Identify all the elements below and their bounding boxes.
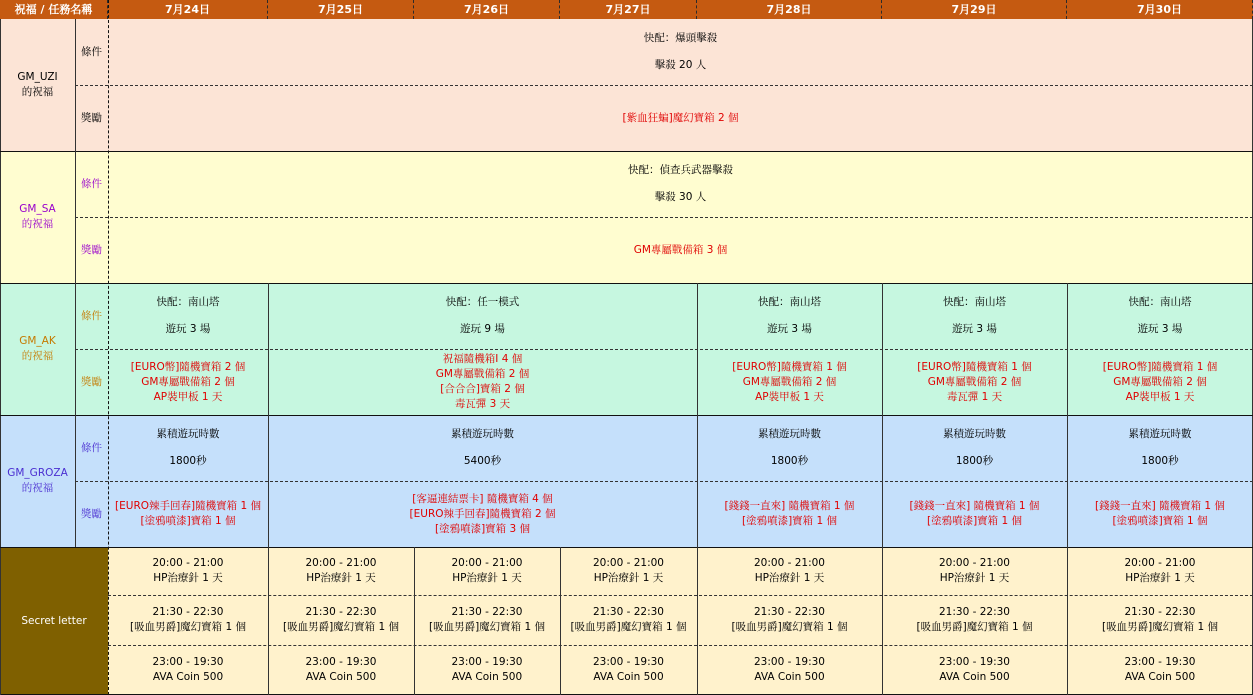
- letter-cell: [108, 645, 268, 695]
- groza-reward-line: [塗鴉噴漆]寶箱 1 個: [140, 515, 236, 527]
- groza-condition-line: 1800秒: [1141, 455, 1179, 467]
- letter-line: 21:30 - 22:30: [1124, 606, 1196, 618]
- date-header: 7月28日: [697, 0, 882, 19]
- date-header: 7月29日: [882, 0, 1067, 19]
- letter-line: 20:00 - 21:00: [152, 557, 224, 569]
- letter-cell: [560, 645, 697, 695]
- groza-condition-line: 1800秒: [169, 455, 207, 467]
- letter-line: 20:00 - 21:00: [451, 557, 523, 569]
- letter-cell: [697, 595, 882, 645]
- letter-cell: [1067, 645, 1253, 695]
- ak-condition-cell: [268, 283, 697, 349]
- ak-condition-line: 遊玩 3 場: [767, 323, 812, 335]
- letter-line: 21:30 - 22:30: [152, 606, 224, 618]
- letter-line: AVA Coin 500: [939, 671, 1010, 683]
- grid-line: [75, 349, 1253, 350]
- grid-line: [268, 547, 269, 695]
- uzi-condition-cell: [108, 19, 1253, 85]
- grid-line: [108, 595, 1253, 596]
- sa-name-line: 的祝福: [21, 218, 54, 230]
- grid-line: [0, 415, 1253, 416]
- groza-condition-line: 累積遊玩時數: [943, 428, 1006, 440]
- groza-reward-line: [錢錢一直來] 隨機寶箱 1 個: [1095, 500, 1225, 512]
- ak-condition-line: 遊玩 3 場: [165, 323, 211, 335]
- letter-line: 20:00 - 21:00: [593, 557, 664, 569]
- groza-reward-line: [塗鴉噴漆]寶箱 3 個: [434, 522, 531, 535]
- groza-reward-cell: [697, 481, 882, 547]
- groza-group-name: [0, 415, 75, 547]
- groza-reward-cell: [108, 481, 268, 547]
- letter-line: 21:30 - 22:30: [451, 606, 523, 618]
- sa-name-line: GM_SA: [19, 203, 56, 215]
- letter-line: AVA Coin 500: [451, 671, 523, 683]
- letter-line: 20:00 - 21:00: [754, 557, 825, 569]
- date-header: 7月24日: [108, 0, 268, 19]
- letter-line: 23:00 - 19:30: [1124, 656, 1196, 668]
- groza-name-line: 的祝福: [21, 482, 54, 494]
- grid-line: [75, 217, 1253, 218]
- date-header: 7月30日: [1067, 0, 1253, 19]
- ak-condition-cell: [882, 283, 1067, 349]
- letter-cell: [1067, 547, 1253, 595]
- groza-condition-line: 1800秒: [955, 455, 994, 467]
- condition-label: 條件: [75, 283, 108, 349]
- groza-reward-line: [塗鴉噴漆]寶箱 1 個: [926, 515, 1023, 527]
- groza-reward-line: [塗鴉噴漆]寶箱 1 個: [1112, 515, 1208, 527]
- groza-reward-line: [錢錢一直來] 隨機寶箱 1 個: [724, 500, 855, 512]
- groza-condition-line: 1800秒: [770, 455, 809, 467]
- ak-reward-cell: [882, 349, 1067, 415]
- grid-line: [414, 547, 415, 695]
- groza-condition-cell: [108, 415, 268, 481]
- letter-cell: [268, 645, 414, 695]
- sa-group-name: [0, 151, 75, 283]
- ak-condition-line: 快配：南山塔: [1128, 296, 1192, 308]
- uzi-reward-cell: [108, 85, 1253, 151]
- grid-line: [560, 547, 561, 695]
- ak-name-line: 的祝福: [21, 350, 54, 362]
- sa-reward-line: GM專屬戰備箱 3 個: [633, 243, 728, 256]
- groza-reward-cell: [882, 481, 1067, 547]
- letter-line: AVA Coin 500: [754, 671, 825, 683]
- grid-line: [75, 19, 76, 547]
- groza-name-line: GM_GROZA: [7, 467, 68, 479]
- letter-cell: [1067, 595, 1253, 645]
- groza-condition-cell: [882, 415, 1067, 481]
- groza-condition-line: 累積遊玩時數: [451, 428, 514, 440]
- letter-cell: [414, 645, 560, 695]
- letter-line: 23:00 - 19:30: [451, 656, 523, 668]
- header-corner: 祝福 / 任務名稱: [0, 0, 108, 19]
- grid-line: [1067, 283, 1068, 547]
- letter-line: HP治療針 1 天: [593, 572, 664, 584]
- groza-reward-line: [EURO辣手回春]隨機寶箱 1 個: [115, 500, 261, 512]
- letter-line: 23:00 - 19:30: [152, 656, 224, 668]
- uzi-group-name: [0, 19, 75, 151]
- letter-line: HP治療針 1 天: [452, 572, 522, 584]
- grid-line: [0, 283, 1253, 284]
- letter-line: AVA Coin 500: [305, 671, 377, 683]
- ak-reward-line: [EURO幣]隨機寶箱 1 個: [732, 360, 847, 373]
- groza-condition-cell: [1067, 415, 1253, 481]
- grid-line: [697, 283, 698, 547]
- secret-letter-name: Secret letter: [0, 547, 108, 695]
- groza-reward-line: [錢錢一直來] 隨機寶箱 1 個: [909, 500, 1040, 512]
- letter-line: HP治療針 1 天: [153, 572, 223, 584]
- grid-line: [108, 645, 1253, 646]
- letter-line: HP治療針 1 天: [306, 572, 376, 584]
- letter-cell: [108, 547, 268, 595]
- uzi-reward-line: [紫血狂蝙]魔幻寶箱 2 個: [622, 111, 739, 124]
- ak-condition-line: 快配：南山塔: [943, 296, 1006, 308]
- letter-line: AVA Coin 500: [1124, 671, 1196, 683]
- letter-cell: [560, 595, 697, 645]
- ak-reward-cell: [268, 349, 697, 415]
- date-header: 7月26日: [414, 0, 560, 19]
- ak-reward-line: 祝福隨機箱I 4 個: [442, 353, 523, 365]
- ak-condition-line: 快配：南山塔: [758, 296, 821, 308]
- letter-cell: [108, 595, 268, 645]
- groza-condition-cell: [268, 415, 697, 481]
- letter-line: [吸血男爵]魔幻寶箱 1 個: [282, 621, 400, 633]
- ak-reward-line: AP裝甲板 1 天: [755, 390, 824, 403]
- ak-reward-line: GM專屬戰備箱 2 個: [927, 375, 1022, 388]
- ak-condition-cell: [1067, 283, 1253, 349]
- uzi-condition-line: 擊殺 20 人: [654, 59, 707, 71]
- letter-cell: [697, 645, 882, 695]
- groza-reward-cell: [268, 481, 697, 547]
- ak-group-name: [0, 283, 75, 415]
- letter-line: [吸血男爵]魔幻寶箱 1 個: [916, 621, 1033, 633]
- letter-line: 23:00 - 19:30: [305, 656, 377, 668]
- letter-line: [吸血男爵]魔幻寶箱 1 個: [1101, 621, 1219, 633]
- ak-reward-line: 毒瓦彈 3 天: [454, 398, 511, 410]
- ak-reward-line: AP裝甲板 1 天: [1125, 390, 1195, 403]
- ak-reward-line: GM專屬戰備箱 2 個: [435, 368, 530, 380]
- letter-line: HP治療針 1 天: [939, 572, 1010, 584]
- letter-line: 23:00 - 19:30: [593, 656, 664, 668]
- letter-cell: [414, 595, 560, 645]
- ak-reward-cell: [1067, 349, 1253, 415]
- grid-line: [75, 85, 1253, 86]
- sa-condition-cell: [108, 151, 1253, 217]
- ak-reward-line: [合合合]寶箱 2 個: [440, 383, 525, 395]
- letter-line: HP治療針 1 天: [754, 572, 825, 584]
- ak-reward-line: [EURO幣]隨機寶箱 1 個: [1102, 360, 1218, 373]
- letter-cell: [414, 547, 560, 595]
- letter-line: 20:00 - 21:00: [305, 557, 377, 569]
- letter-cell: [268, 595, 414, 645]
- grid-line: [75, 481, 1253, 482]
- letter-cell: [697, 547, 882, 595]
- letter-line: 21:30 - 22:30: [305, 606, 377, 618]
- letter-line: AVA Coin 500: [152, 671, 224, 683]
- sa-reward-cell: [108, 217, 1253, 283]
- ak-reward-line: [EURO幣]隨機寶箱 2 個: [130, 360, 246, 373]
- letter-cell: [882, 595, 1067, 645]
- grid-line: [0, 19, 1, 695]
- ak-reward-line: 毒瓦彈 1 天: [946, 390, 1003, 403]
- letter-line: 21:30 - 22:30: [754, 606, 825, 618]
- letter-line: AVA Coin 500: [593, 671, 664, 683]
- condition-label: 條件: [75, 415, 108, 481]
- letter-line: 21:30 - 22:30: [593, 606, 664, 618]
- groza-reward-line: [客逼連結票卡] 隨機寶箱 4 個: [412, 492, 553, 505]
- letter-line: 20:00 - 21:00: [1124, 557, 1196, 569]
- ak-condition-cell: [108, 283, 268, 349]
- grid-line: [882, 283, 883, 547]
- ak-reward-line: AP裝甲板 1 天: [153, 390, 223, 403]
- reward-label: 獎勵: [75, 85, 108, 151]
- grid-line: [1067, 547, 1068, 695]
- letter-line: HP治療針 1 天: [1125, 572, 1195, 584]
- groza-condition-cell: [697, 415, 882, 481]
- ak-reward-line: GM專屬戰備箱 2 個: [742, 375, 837, 388]
- grid-line: [0, 151, 1253, 152]
- letter-line: [吸血男爵]魔幻寶箱 1 個: [428, 621, 546, 633]
- groza-condition-line: 累積遊玩時數: [758, 428, 821, 440]
- grid-line: [882, 547, 883, 695]
- letter-line: 20:00 - 21:00: [939, 557, 1010, 569]
- ak-reward-line: GM專屬戰備箱 2 個: [1113, 375, 1207, 388]
- reward-label: 獎勵: [75, 217, 108, 283]
- letter-cell: [882, 645, 1067, 695]
- letter-line: [吸血男爵]魔幻寶箱 1 個: [129, 621, 247, 633]
- date-header: 7月27日: [560, 0, 697, 19]
- condition-label: 條件: [75, 151, 108, 217]
- groza-condition-line: 累積遊玩時數: [1128, 428, 1192, 440]
- grid-line: [268, 283, 269, 547]
- letter-cell: [882, 547, 1067, 595]
- letter-line: 21:30 - 22:30: [939, 606, 1010, 618]
- ak-condition-cell: [697, 283, 882, 349]
- groza-condition-line: 累積遊玩時數: [156, 428, 220, 440]
- reward-label: 獎勵: [75, 349, 108, 415]
- reward-label: 獎勵: [75, 481, 108, 547]
- ak-reward-line: GM專屬戰備箱 2 個: [141, 375, 235, 388]
- ak-reward-cell: [108, 349, 268, 415]
- uzi-condition-line: 快配：爆頭擊殺: [643, 32, 718, 44]
- letter-cell: [560, 547, 697, 595]
- ak-condition-line: 快配：任一模式: [445, 296, 520, 308]
- ak-reward-line: [EURO幣]隨機寶箱 1 個: [917, 360, 1032, 373]
- grid-line: [0, 547, 1253, 548]
- groza-condition-line: 5400秒: [463, 455, 502, 467]
- letter-line: 23:00 - 19:30: [754, 656, 825, 668]
- ak-condition-line: 遊玩 9 場: [460, 323, 505, 335]
- groza-reward-cell: [1067, 481, 1253, 547]
- ak-reward-cell: [697, 349, 882, 415]
- ak-condition-line: 遊玩 3 場: [952, 323, 997, 335]
- uzi-name-line: 的祝福: [21, 86, 54, 98]
- uzi-name-line: GM_UZI: [17, 71, 58, 83]
- sa-condition-line: 快配：偵查兵武器擊殺: [628, 164, 733, 176]
- letter-line: [吸血男爵]魔幻寶箱 1 個: [731, 621, 848, 633]
- letter-line: 23:00 - 19:30: [939, 656, 1010, 668]
- letter-line: [吸血男爵]魔幻寶箱 1 個: [570, 621, 687, 633]
- condition-label: 條件: [75, 19, 108, 85]
- sa-condition-line: 擊殺 30 人: [654, 191, 707, 203]
- ak-condition-line: 遊玩 3 場: [1137, 323, 1183, 335]
- groza-reward-line: [塗鴉噴漆]寶箱 1 個: [741, 515, 838, 527]
- date-header: 7月25日: [268, 0, 414, 19]
- grid-line: [108, 0, 109, 695]
- letter-cell: [268, 547, 414, 595]
- grid-line: [697, 547, 698, 695]
- groza-reward-line: [EURO辣手回春]隨機寶箱 2 個: [409, 507, 556, 520]
- ak-condition-line: 快配：南山塔: [156, 296, 220, 308]
- ak-name-line: GM_AK: [19, 335, 56, 347]
